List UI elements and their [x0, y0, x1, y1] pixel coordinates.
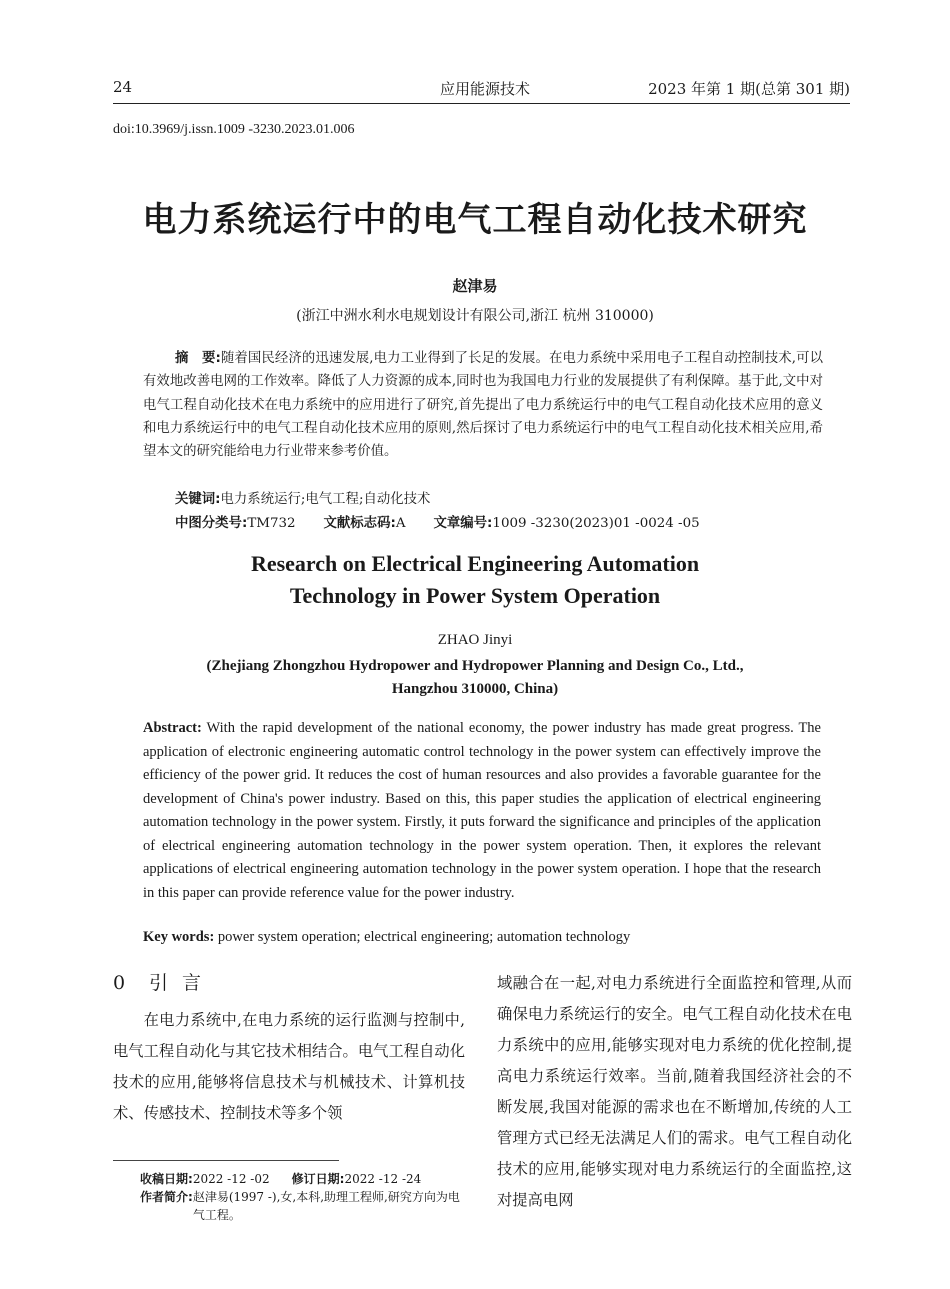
- cn-abstract-text: 随着国民经济的迅速发展,电力工业得到了长足的发展。在电力系统中采用电子工程自动控制技术,可以有效地改善电网的工作效率。降低了人力资源的成本,同时也为我国电力行业的发展提供了有利保障。基于此,文中对电气工程自动化技术在电力系统中的应用进行了研究,首先提出了电力系统运行中的电气工程自动化技术应用的意义和电力系统运行中的电气工程自动化技术应用的原则,然后探讨了电力系统运行中的电气工程自动化技术相关应用,希望本文的研究能给电力行业带来参考价值。: [143, 351, 823, 460]
- en-affiliation-line2: Hangzhou 310000, China): [391, 681, 559, 697]
- journal-name: 应用能源技术: [440, 80, 531, 98]
- header-rule: [113, 103, 850, 104]
- doc-code-value: A: [395, 516, 406, 531]
- en-abstract: [143, 717, 821, 905]
- article-no-label: 文章编号:: [433, 516, 493, 531]
- en-abstract-label: Abstract:: [143, 720, 202, 736]
- class-label: 中图分类号:: [175, 516, 248, 531]
- footnote-bio: [140, 1188, 470, 1224]
- cn-classification: [175, 512, 700, 531]
- en-affiliation: [0, 655, 950, 701]
- issue-info: 2023 年第 1 期(总第 301 期): [648, 80, 850, 98]
- body-right-column: [497, 968, 852, 1216]
- cn-title: 电力系统运行中的电气工程自动化技术研究: [142, 200, 808, 240]
- cn-abstract-label: 摘 要:: [175, 351, 221, 366]
- en-author: ZHAO Jinyi: [437, 632, 513, 648]
- bio-value: 赵津易(1997 -),女,本科,助理工程师,研究方向为电气工程。: [192, 1190, 460, 1222]
- section-heading: [113, 968, 465, 995]
- doc-code-label: 文献标志码:: [323, 516, 396, 531]
- body-left-column: [113, 968, 465, 1129]
- class-value: TM732: [247, 516, 296, 531]
- en-keywords-text: power system operation; electrical engineering; automation technology: [214, 929, 631, 945]
- doi: doi:10.3969/j.issn.1009 -3230.2023.01.006: [113, 122, 355, 137]
- body-paragraph-right: 域融合在一起,对电力系统进行全面监控和管理,从而确保电力系统运行的安全。电气工程自动化技术在电力系统中的应用,能够实现对电力系统的优化控制,提高电力系统运行效率。当前,随着我国经济社会的不断发展,我国对能源的需求也在不断增加,传统的人工管理方式已经无法满足人们的需求。电气工程自动化技术的应用,能够实现对电力系统运行的全面监控,这对提高电网: [497, 974, 852, 1209]
- cn-keywords-text: 电力系统运行;电气工程;自动化技术: [220, 492, 431, 507]
- article-no-value: 1009 -3230(2023)01 -0024 -05: [492, 516, 700, 531]
- footnote: [140, 1170, 470, 1224]
- en-title-line2: Technology in Power System Operation: [289, 583, 661, 608]
- en-keywords: [143, 929, 630, 946]
- received-label: 收稿日期:: [140, 1172, 193, 1186]
- cn-affiliation: (浙江中洲水利水电规划设计有限公司,浙江 杭州 310000): [296, 308, 654, 324]
- cn-abstract: [143, 347, 823, 463]
- revised-value: 2022 -12 -24: [344, 1172, 422, 1186]
- en-title-line1: Research on Electrical Engineering Automation: [250, 551, 700, 576]
- revised-label: 修订日期:: [291, 1172, 345, 1186]
- bio-label: 作者简介:: [140, 1190, 193, 1204]
- en-title: [0, 548, 950, 612]
- en-keywords-label: Key words:: [143, 929, 215, 945]
- section-number: 0: [113, 972, 128, 994]
- cn-keywords: [175, 488, 430, 507]
- page-number: 24: [113, 78, 133, 96]
- cn-author: 赵津易: [452, 277, 498, 295]
- section-title: 引言: [149, 972, 216, 994]
- en-abstract-text: With the rapid development of the national economy, the power industry has made great progress. The application of electronic engineering automatic control technology in the power system can effectively improve the efficiency of the power grid. It reduces the cost of human resources and also provides a favorable guarantee for the development of China's power industry. Based on this, this paper studies the application of electrical engineering automation technology in the power system. Firstly, it puts forward the significance and principles of the application of electrical engineering automation technology in the power system operation. Then, it explores the relevant applications of electrical engineering automation technology in the power system operation. I hope that the research in this paper can provide reference value for the power industry.: [143, 720, 821, 901]
- received-value: 2022 -12 -02: [192, 1172, 270, 1186]
- cn-keywords-label: 关键词:: [175, 492, 221, 507]
- en-affiliation-line1: (Zhejiang Zhongzhou Hydropower and Hydropower Planning and Design Co., Ltd.,: [206, 658, 744, 674]
- body-paragraph-left: 在电力系统中,在电力系统的运行监测与控制中,电气工程自动化与其它技术相结合。电气工程自动化技术的应用,能够将信息技术与机械技术、计算机技术、传感技术、控制技术等多个领: [113, 1011, 465, 1122]
- footnote-rule: [113, 1160, 339, 1161]
- footnote-dates: [140, 1170, 470, 1188]
